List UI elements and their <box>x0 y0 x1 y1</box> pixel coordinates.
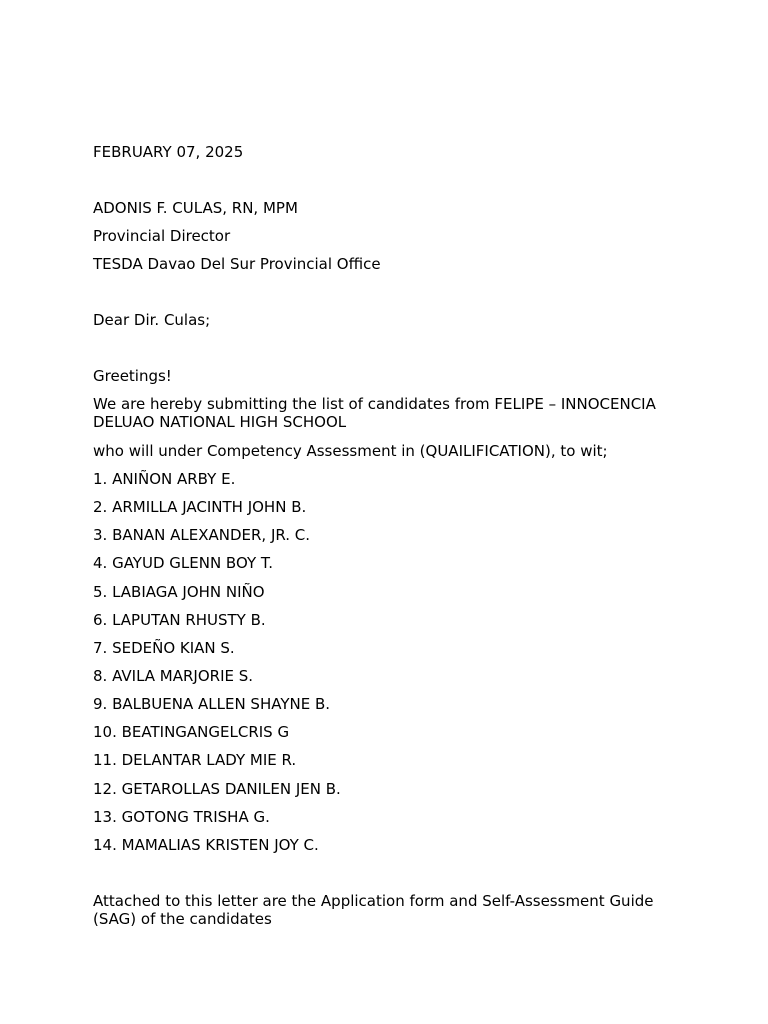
salutation: Dear Dir. Culas; <box>93 311 211 329</box>
candidate-item: 9. BALBUENA ALLEN SHAYNE B. <box>93 695 331 714</box>
letter-date: FEBRUARY 07, 2025 <box>93 143 244 161</box>
candidate-item: 1. ANIÑON ARBY E. <box>93 470 236 488</box>
candidate-item: 3. BANAN ALEXANDER, JR. C. <box>93 526 311 545</box>
closing-paragraph: Attached to this letter are the Application form and Self-Assessment Guide (SAG) of the candidates <box>93 892 654 928</box>
intro-paragraph: We are hereby submitting the list of candidates from FELIPE – INNOCENCIA DELUAO NATIONAL HIGH SCHOOL <box>93 395 656 431</box>
recipient-office: TESDA Davao Del Sur Provincial Office <box>93 255 381 273</box>
candidate-list <box>93 470 693 864</box>
candidate-item: 6. LAPUTAN RHUSTY B. <box>93 610 266 629</box>
candidate-item: 10. BEATINGANGELCRIS G <box>93 723 290 742</box>
candidate-item: 4. GAYUD GLENN BOY T. <box>93 554 274 573</box>
recipient-position: Provincial Director <box>93 227 231 245</box>
candidate-item: 13. GOTONG TRISHA G. <box>93 807 270 826</box>
intro-continuation: who will under Competency Assessment in (QUAILIFICATION), to wit; <box>93 442 608 460</box>
candidate-item: 5. LABIAGA JOHN NIÑO <box>93 582 265 601</box>
recipient-name: ADONIS F. CULAS, RN, MPM <box>93 199 298 217</box>
candidate-item: 11. DELANTAR LADY MIE R. <box>93 751 297 770</box>
candidate-item: 8. AVILA MARJORIE S. <box>93 666 254 685</box>
candidate-item: 12. GETAROLLAS DANILEN JEN B. <box>93 779 341 798</box>
candidate-item: 7. SEDEÑO KIAN S. <box>93 638 235 657</box>
candidate-item: 2. ARMILLA JACINTH JOHN B. <box>93 498 307 517</box>
greeting: Greetings! <box>93 367 172 385</box>
candidate-item: 14. MAMALIAS KRISTEN JOY C. <box>93 835 319 854</box>
